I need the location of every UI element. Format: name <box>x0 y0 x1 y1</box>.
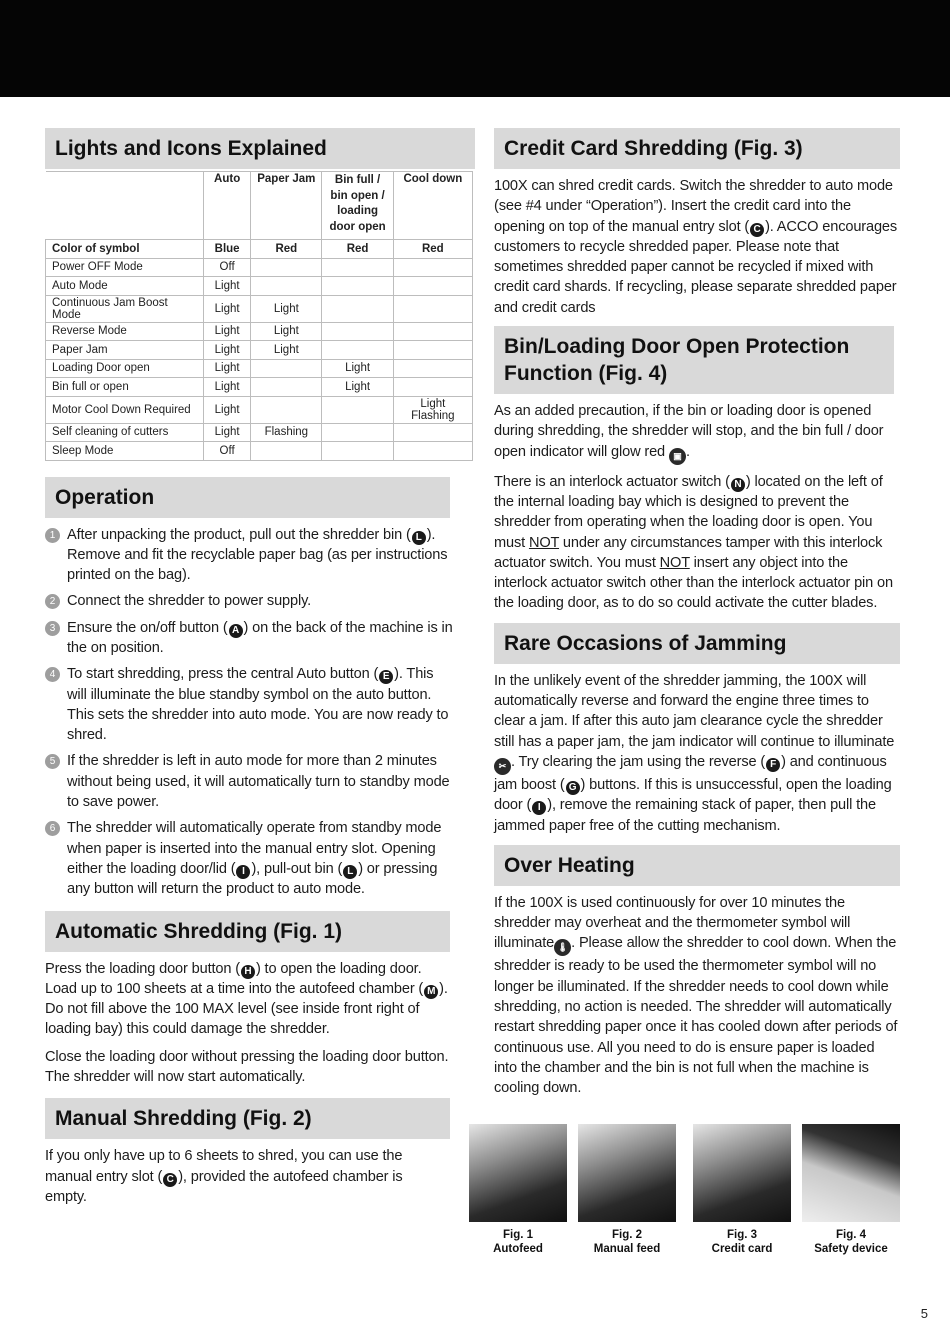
table-row: Auto Mode Light <box>46 277 473 296</box>
col-header-paper-jam: Paper Jam <box>251 172 322 240</box>
operation-body <box>45 525 455 900</box>
table-row: Color of symbol Blue Red Red Red <box>46 240 473 259</box>
ref-f-icon: F <box>766 758 780 772</box>
page-number: 5 <box>920 1306 928 1321</box>
heating-body: If the 100X is used continuously for over 10 minutes the shredder may overheat and the thermometer symbol will illuminate 🌡 . Please allow the shredder to cool down. When the shredder is ready to be used the thermometer symbol will no longer be illuminated. If the shredder needs to cool down while shredding, no action is needed. The shredder will automatically restart shredding paper once it has cooled down after periods of continuous use. All you need to do is ensure paper is loaded into the chamber and the bin is not full when the machine is cooling down. <box>494 894 898 1097</box>
operation-heading: Operation <box>45 477 450 518</box>
thermometer-icon: 🌡 <box>554 939 571 956</box>
table-row: Self cleaning of cutters Light Flashing <box>46 423 473 442</box>
ref-l-icon: L <box>343 865 357 879</box>
ref-c-icon: C <box>750 223 764 237</box>
figure-2: Fig. 2 Manual feed <box>578 1124 676 1256</box>
figure-1: Fig. 1 Autofeed <box>469 1124 567 1256</box>
ref-n-icon: N <box>731 478 745 492</box>
ref-c-icon: C <box>163 1173 177 1187</box>
operation-steps <box>45 525 455 900</box>
list-item: 4 To start shredding, press the central Auto button ( E ). This will illuminate the blue standby symbol on the auto button. This sets the shredder into auto mode. You are now ready to shred. <box>45 664 455 745</box>
manual-feed-photo <box>578 1124 676 1222</box>
bin-heading: Bin/Loading Door Open Protection Function (Fig. 4) <box>494 326 894 394</box>
list-item: 1 After unpacking the product, pull out the shredder bin ( L ). Remove and fit the recyclable paper bag (as per instructions printed on the bag). <box>45 525 455 586</box>
ref-a-icon: A <box>229 624 243 638</box>
automatic-body: Press the loading door button ( H ) to open the loading door. Load up to 100 sheets at a time into the autofeed chamber ( M ). Do not fill above the 100 MAX level (see inside front right of loading bay) this could damage the shredder. Close the loading door without pressing the loading door button. The shredder will now start automatically. <box>45 960 449 1086</box>
ref-h-icon: H <box>241 965 255 979</box>
bin-full-icon: ▣ <box>669 448 686 465</box>
manual-heading: Manual Shredding (Fig. 2) <box>45 1098 450 1139</box>
automatic-heading: Automatic Shredding (Fig. 1) <box>45 911 450 952</box>
ref-i-icon: I <box>236 865 250 879</box>
heating-heading: Over Heating <box>494 845 900 886</box>
jamming-heading: Rare Occasions of Jamming <box>494 623 900 664</box>
list-item: 3 Ensure the on/off button ( A ) on the back of the machine is in the on position. <box>45 618 455 659</box>
list-item: 2 Connect the shredder to power supply. <box>45 591 455 611</box>
lights-heading: Lights and Icons Explained <box>45 128 475 169</box>
table-header-row <box>46 172 473 240</box>
table-row: Continuous Jam Boost Mode Light Light <box>46 295 473 322</box>
figure-4: Fig. 4 Safety device <box>802 1124 900 1256</box>
ref-e-icon: E <box>379 670 393 684</box>
col-header-cool-down: Cool down <box>393 172 472 240</box>
ref-i-icon: I <box>532 801 546 815</box>
table-row: Reverse Mode Light Light <box>46 322 473 341</box>
table-row: Paper Jam Light Light <box>46 341 473 360</box>
manual-body: If you only have up to 6 sheets to shred, you can use the manual entry slot ( C ), provided the autofeed chamber is empty. <box>45 1148 403 1205</box>
safety-device-photo <box>802 1124 900 1222</box>
col-header-auto: Auto <box>204 172 251 240</box>
table-row: Bin full or open Light Light <box>46 378 473 397</box>
credit-heading: Credit Card Shredding (Fig. 3) <box>494 128 900 169</box>
bin-body: As an added precaution, if the bin or loading door is opened during shredding, the shredder will stop, and the bin full / door open indicator will glow red ▣ . There is an interlock actuator switch ( N ) located on the left of the internal loading bay which is designed to prevent the shredder from operating when the loading door is open. You must NOT under any circumstances tamper with this interlock actuator switch. You must NOT insert any object into the interlock actuator switch other than the interlock actuator pin on the loading door, as to do so could activate the cutter blades. <box>494 403 893 612</box>
right-column <box>494 128 900 1106</box>
figure-3: Fig. 3 Credit card <box>693 1124 791 1256</box>
list-item: 5 If the shredder is left in auto mode for more than 2 minutes without being used, it will automatically turn to standby mode to save power. <box>45 751 455 812</box>
table-row: Motor Cool Down Required Light Light Flashing <box>46 396 473 423</box>
credit-card-photo <box>693 1124 791 1222</box>
lights-table <box>45 171 473 461</box>
table-row: Loading Door open Light Light <box>46 359 473 378</box>
jamming-body: In the unlikely event of the shredder jamming, the 100X will automatically reverse and forward the engine three times to clear a jam. If after this auto jam clearance cycle the shredder still has a paper jam, the jam indicator will continue to illuminate✂ . Try clearing the jam using the reverse ( F ) and continuous jam boost ( G ) buttons. If this is unsuccessful, open the loading door ( I ), remove the remaining stack of paper, then pull the jammed paper free of the cutting mechanism. <box>494 672 895 834</box>
ref-l-icon: L <box>412 531 426 545</box>
paper-jam-icon: ✂ <box>494 758 511 775</box>
table-row: Power OFF Mode Off <box>46 258 473 277</box>
ref-g-icon: G <box>566 781 580 795</box>
autofeed-photo <box>469 1124 567 1222</box>
header-bar <box>0 0 950 97</box>
col-header-bin-full: Bin full / bin open / loading door open <box>322 172 393 240</box>
credit-body: 100X can shred credit cards. Switch the shredder to auto mode (see #4 under “Operation”). Insert the credit card into the opening on top of the manual entry slot ( C ). ACCO encourages customers to recycle shredded paper. Please note that sometimes shredded paper cannot be recycled if mixed with credit card shards. If recycling, please separate shredded paper and credit cards <box>494 178 898 316</box>
list-item: 6 The shredder will automatically operate from standby mode when paper is inserted into the manual entry slot. Opening either the loading door/lid ( I ), pull-out bin ( L ) or pressing any button will return the product to auto mode. <box>45 818 455 899</box>
left-column <box>45 128 475 1214</box>
table-row: Sleep Mode Off <box>46 442 473 461</box>
ref-m-icon: M <box>424 985 438 999</box>
